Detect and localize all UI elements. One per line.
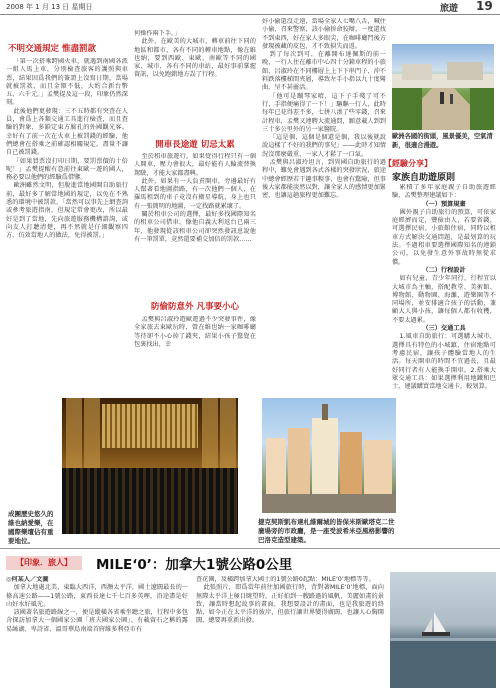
impression-tag: 【印象．旅人】 [6, 556, 82, 570]
subheading-transport: （三）交通工具 [422, 325, 466, 333]
paragraph: 此張照片，即爲當年前往加國旅行時，背對著MILE‘0’地標，面向無際太平洋上極目眺望時，正好拍到一艘路過的風帆，美麗如畫的景致，讓當時想起故事的畫面，我想要設計的畫面，也是我旅遊的終點，如今正在太平洋的彼岸，但旅行讓世界變得廣闊，也讓人心胸開闊，總要再重新出發。 [196, 584, 384, 625]
byline: ◎何某人／文圖 [6, 576, 49, 583]
paragraph: 此外，如果有一人負責開車，旁邊最好有人幫著看地圖指路，有一次他們一個人，在羅馬租到的車子竟沒有衛星導航，身上也只有一張簡明的地圖，一定找路就累壞了。 [134, 177, 256, 210]
headline-fines: 不明交通規定 惟盡罰款 [8, 44, 96, 54]
bottom-col2 [196, 576, 384, 690]
photo-vienna-philharmonic [62, 398, 238, 534]
photo-europe-street [392, 44, 494, 130]
caption-town: 捷克契斯凱布達札維爾城的皆保米斯歐塔克二世廣場旁的市政廳，是一座受波希米亞風格影響的巴洛克造型建築。 [258, 518, 395, 544]
photo-sea-illustration [390, 572, 496, 688]
photo-pacific-sailboat [390, 572, 496, 688]
paragraph: 此外，在歐美的大城市，轉車前往下同的地區和都市，各有不同的轉車地點，像在維也納，要到西歐、東歐、南歐等不同的國家、城市，各有不同的車站，最好事前掌握資訊，以免跑錯地方誤了行程。 [134, 38, 256, 79]
issue-date: 2008 年 1 月 13 日 星期日 [6, 3, 93, 11]
article-col3 [262, 18, 386, 388]
paragraph: 1.風車自助旅行：可選購大城市，選擇具有特色的小城鎮，住宿地點可考慮民宿，讓孩子體驗當地人的生活。每天開車的時間不宜過長，且最好同行者有人能換手開車。2.搭乘大眾交通工具：如果選擇利用地鐵和巴士，建議購買當地交通卡，較划算。 [392, 333, 496, 391]
section-divider [0, 548, 500, 549]
paragraph: 累積了多年家庭親子自助旅遊經驗，孟樊整理建議如下： [392, 184, 496, 200]
paragraph: 「這是個，這個是個還是個，我以後就說說這樣了不好的我們的事兒」——此時才知情況沒那麼嚴重，一家人才鬆了一口氣。 [262, 134, 386, 158]
headline-driving: 開車長途遊 切忌太累 [155, 140, 235, 150]
paragraph: 「如果買票沒打印日期，要罰票價的十倍呢！」孟樊提醒有意前往東歐一遊的國人，務必要以他們的經驗爲借鑒。 [6, 157, 128, 182]
paragraph: 好小偷還沒走遠，當場全家人七嘴八舌，喊住小偷，召來警察，該小偷拚命狡辯，一度還找不到東西，好在家人多眼尖，在咖啡廳門後方發現被藏的皮包，才不致損失而返。 [262, 18, 386, 50]
page-number: 19 [476, 0, 493, 13]
paragraph: 至於租車旅遊行，如果覺得行程只有一個人開車，壓力會很大，最好能有人輪流替換駕駛，才能大家都盡興。 [134, 153, 256, 177]
photo-town-square [262, 398, 396, 513]
article-col1 [6, 58, 128, 386]
section-name: 旅遊 [440, 4, 459, 14]
subheading-itinerary: （二）行程設計 [422, 266, 466, 274]
caption-concert: 成團歷史悠久的維也納愛樂，在國際樂壇佔有重要地位。 [8, 510, 54, 545]
headline-safety: 防偷防意外 凡事要小心 [151, 302, 239, 312]
paragraph: 何操作兩下手。」 [134, 30, 181, 37]
photo-town-illustration [262, 398, 396, 513]
bottom-col1 [6, 576, 188, 690]
bottom-article-title: MILE‘0’：加拿大1號公路0公里 [96, 557, 293, 573]
sidebar-title: 家族自助遊原則 [392, 173, 456, 183]
paragraph: 歐洲雖然文明，但脫進當地國開自助旅行前，最好多了解當地國的規定，以免在不熟悉的環境中被罰款。「當然可以事先上網查詢或參考旅遊指南，但規定常會更改，所以最好是到了當地，先向旅遊服務機構諮詢，或向友人打聽清楚，再不然就是仔細觀察四方，仿效當地人的做法，免得被罰。」 [6, 182, 128, 240]
paragraph: 「他可是蹦琴家唷，這下子手殘了可不行，手指便痛得了一下！」驅驅一行人，此時每年已花得差不多，七拼八湊了些零錢，召來計程車，孟樊又連聘大流通問，願意載人到到三十多公里外的另一家醫院。 [262, 92, 386, 133]
article-col2-bottom [134, 316, 256, 386]
paragraph: 加拿大地處北美，東臨大西洋，西瀕太平洋，國土遼闊最長的一條高速公路——1號公路，東西長達七千七百多英哩，沿途盡是好山好水好風光。 [6, 584, 188, 608]
paragraph: 孟樊與呂淑玲遊歐遊過不少突發事件，像全家旅去東歐玩時，曾在維也納一家咖啡廳等待卻不小心掉了錢夾，結果小孩子驚覺在包裏找出，幸 [134, 316, 256, 348]
subheading-budget: （一）預算規畫 [422, 200, 466, 208]
sidebar-body [392, 184, 496, 542]
paragraph: 國外親子自助旅行的預算，可依家庭經濟而定，豐儉由人，若要省錢，可選擇民宿、小旅館住宿，同時以租車方式解決交通問題，是最划算的玩法。不過租車要選擇國際知名的連鎖公司，以免發生意外事故時無從求償。 [392, 208, 496, 266]
paragraph: 孟樊與呂淑玲坦言，到異國自助旅行的過程中，難免會遇到各式各樣的突發狀況，旅途中總會經歷若干趣事糗事，也會有驚險，但事後大家都能淡然以對，讓全家人的感情更加緊密，也讓這趟旅程更加難忘。 [262, 159, 386, 200]
paragraph: 如有兒童，青少年同行，行程宜以大城市為主軸，搭配教堂、美術館、博物館、動物園、海灘、遊樂園等不同場所，並安排適合孩子的活動，兼顧大人與小孩，讓每個人都有收穫，不要太過累。 [392, 275, 496, 324]
caption-europe: 歐洲各國的街頭，風景優美，空氣清新，很適合漫遊。 [392, 133, 493, 149]
paragraph: 到了每次到可，在離開布達佩斯的前一晚，一行人住在離市中心四十分鐘車程的小旅館，呂淑玲在不同樓層上上下下串門子，沖不料跌落樓梯間夾層，導致左手小指以九十度彎曲，呈不甚靈活。 [262, 51, 386, 92]
paragraph: 關於租車公司的選擇，最好多找國際知名的租車公司借車，像他自義大利返台已兩三年，他發現從該租車公司卻突然發訊息說他有一筆罰單，竟然還要補交加倍的罰款…… [134, 211, 256, 243]
paragraph: 查花園，及橫跨加拿大國土的1號公路0起點：MILE‘0’地標等等。 [196, 576, 375, 583]
photo-europe-illustration [392, 44, 494, 130]
experience-tag: 【經驗分享】 [384, 159, 432, 168]
paragraph: 此後他們更發現：三不五時都有突查在人員，會爲上各類交通工具進行檢查，而且查驗的對象，多鎖定東方臉孔的外國觀光客。幸好有了前一次在火車上被罰錢的經驗，他們總會在搭乘之前確認相關規定，盡量不讓自己被罰錢。 [6, 107, 128, 157]
paragraph: 該國著名旅遊路線之一，便是縱橫各省乘坐聽之旅，行程中多包含探訪加拿大一個國家公園「班夫國家公園」、有載資石之稱的露易絲湖、卑詩省、溫哥華島南端首府維多利亞市有 [6, 609, 188, 633]
paragraph: 「第一次搭乘跨國火車，就遇到南國各派一組人馬上車，分別檢查旅客的護照與車票，結果因爲我們的簽證上沒寫日期，當場就被罰款，而且金額不低，大約合新台幣五、六千元。」孟樊提及這一段，印象仍然深刻。 [6, 58, 128, 107]
article-col2-mid [134, 153, 256, 293]
